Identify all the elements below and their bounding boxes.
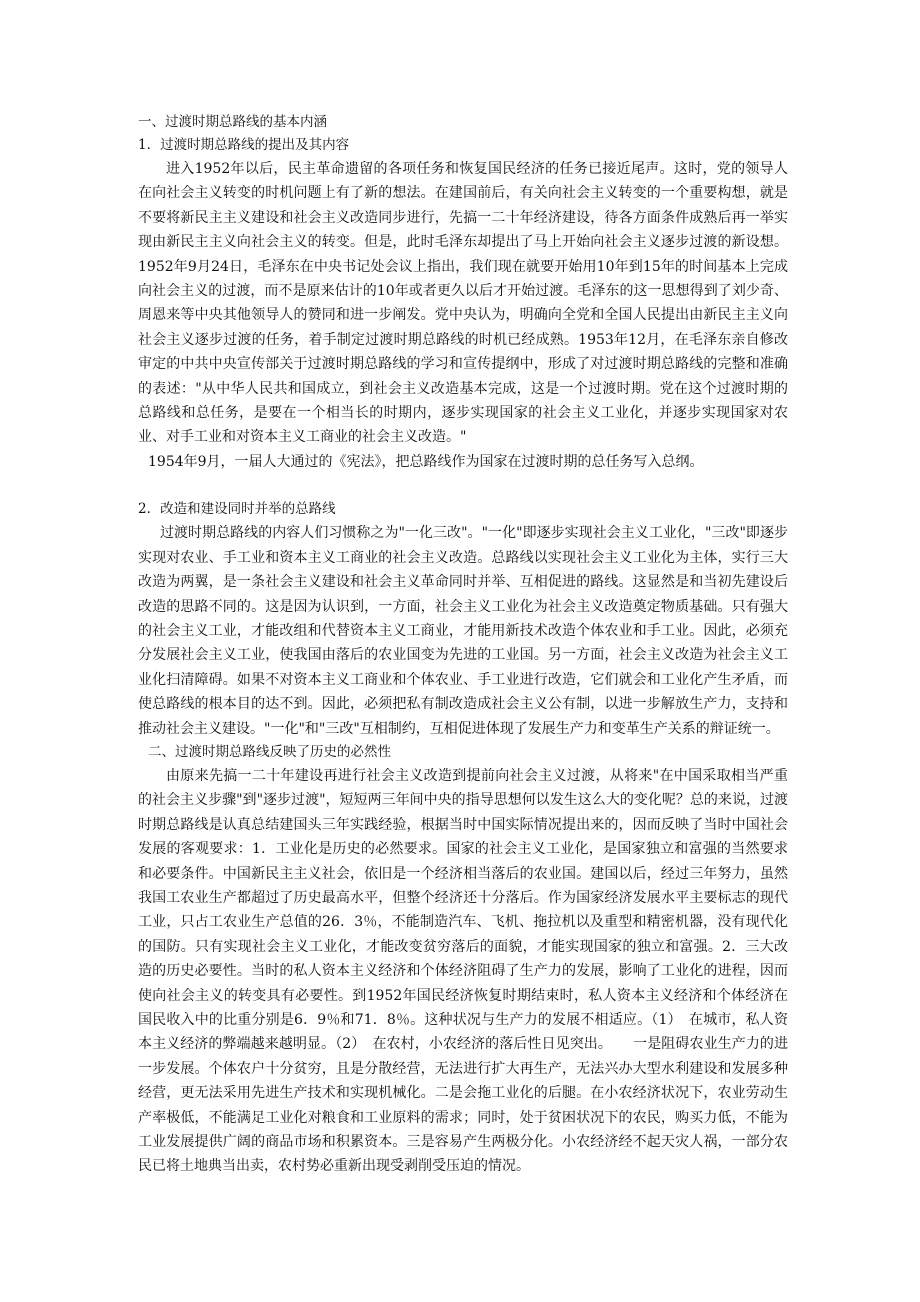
section1-title: 一、过渡时期总路线的基本内涵 (138, 114, 327, 130)
section2-paragraph-1: 由原来先搞一二十年建设再进行社会主义改造到提前向社会主义过渡，从将来"在中国采取相当严重的社会主义步骤"到"逐步过渡"，短短两三年间中央的指导思想何以发生这么大的变化呢？总的来说，过渡时期总路线是认真总结建国头三年实践经验，根据当时中国实际情况提出来的，因而反映了当时中国社会发展的客观要求：1．工业化是历史的必然要求。国家的社会主义工业化，是国家独立和富强的当然要求和必要条件。中国新民主主义社会，依旧是一个经济相当落后的农业国。建国以后，经过三年努力，虽然我国工农业生产都超过了历史最高水平，但整个经济还十分落后。作为国家经济发展水平主要标志的现代工业，只占工农业生产总值的26．3％，不能制造汽车、飞机、拖拉机以及重型和精密机器，没有现代化的国防。只有实现社会主义工业化，才能改变贫穷落后的面貌，才能实现国家的独立和富强。2．三大改造的历史必要性。当时的私人资本主义经济和个体经济阻碍了生产力的发展，影响了工业化的进程，因而使向社会主义的转变具有必要性。到1952年国民经济恢复时期结束时，私人资本主义经济和个体经济在国民收入中的比重分别是6．9％和71．8％。这种状况与生产力的发展不相适应。（1） 在城市，私人资本主义经济的弊端越来越明显。（2） 在农村，小农经济的落后性日见突出。 一是阻碍农业生产力的进一步发展。个体农户十分贫穷，且是分散经营，无法进行扩大再生产，无法兴办大型水利建设和发展多种经营，更无法采用先进生产技术和实现机械化。二是会拖工业化的后腿。在小农经济状况下，农业劳动生产率极低，不能满足工业化对粮食和工业原料的需求；同时，处于贫困状况下的农民，购买力低，不能为工业发展提供广阔的商品市场和积累资本。三是容易产生两极分化。小农经济经不起天灾人祸，一部分农民已将土地典当出卖，农村势必重新出现受剥削受压迫的情况。 (138, 767, 788, 1175)
section1-sub1-paragraph-2: 1954年9月，一届人大通过的《宪法》，把总路线作为国家在过渡时期的总任务写入总纲。 (148, 453, 704, 470)
section1-sub2-paragraph-1: 过渡时期总路线的内容人们习惯称之为"一化三改"。"一化"即逐步实现社会主义工业化，"三改"即逐步实现对农业、手工业和资本主义工商业的社会主义改造。总路线以实现社会主义工业化为主体，实行三大改造为两翼，是一条社会主义建设和社会主义革命同时并举、互相促进的路线。这显然是和当初先建设后改造的思路不同的。这是因为认识到，一方面，社会主义工业化为社会主义改造奠定物质基础。只有强大的社会主义工业，才能改组和代替资本主义工商业，才能用新技术改造个体农业和手工业。因此，必须充分发展社会主义工业，使我国由落后的农业国变为先进的工业国。另一方面，社会主义改造为社会主义工业化扫清障碍。如果不对资本主义工商业和个体农业、手工业进行改造，它们就会和工业化产生矛盾，而使总路线的根本目的达不到。因此，必须把私有制改造成社会主义公有制，以进一步解放生产力，支持和推动社会主义建设。"一化"和"三改"互相制约，互相促进体现了发展生产力和变革生产关系的辩证统一。 (138, 525, 788, 737)
document-page (138, 111, 788, 1179)
section2-title: 二、过渡时期总路线反映了历史的必然性 (148, 743, 391, 760)
section1-sub2-title: 2．改造和建设同时并举的总路线 (138, 501, 336, 518)
section1-sub1-paragraph-1: 进入1952年以后，民主革命遗留的各项任务和恢复国民经济的任务已接近尾声。这时，党的领导人在向社会主义转变的时机问题上有了新的想法。在建国前后，有关向社会主义转变的一个重要构想，就是不要将新民主主义建设和社会主义改造同步进行，先搞一二十年经济建设，待各方面条件成熟后再一举实现由新民主主义向社会主义的转变。但是，此时毛泽东却提出了马上开始向社会主义逐步过渡的新设想。1952年9月24日，毛泽东在中央书记处会议上指出，我们现在就要开始用10年到15年的时间基本上完成向社会主义的过渡，而不是原来估计的10年或者更久以后才开始过渡。毛泽东的这一思想得到了刘少奇、周恩来等中央其他领导人的赞同和进一步阐发。党中央认为，明确向全党和全国人民提出由新民主主义向社会主义逐步过渡的任务，着手制定过渡时期总路线的时机已经成熟。1953年12月，在毛泽东亲自修改审定的中共中央宣传部关于过渡时期总路线的学习和宣传提纲中，形成了对过渡时期总路线的完整和准确的表述："从中华人民共和国成立，到社会主义改造基本完成，这是一个过渡时期。党在这个过渡时期的总路线和总任务，是要在一个相当长的时期内，逐步实现国家的社会主义工业化，并逐步实现国家对农业、对手工业和对资本主义工商业的社会主义改造。" (138, 161, 788, 446)
section1-sub1-title: 1．过渡时期总路线的提出及其内容 (138, 137, 350, 153)
paragraph-gap (138, 474, 788, 498)
